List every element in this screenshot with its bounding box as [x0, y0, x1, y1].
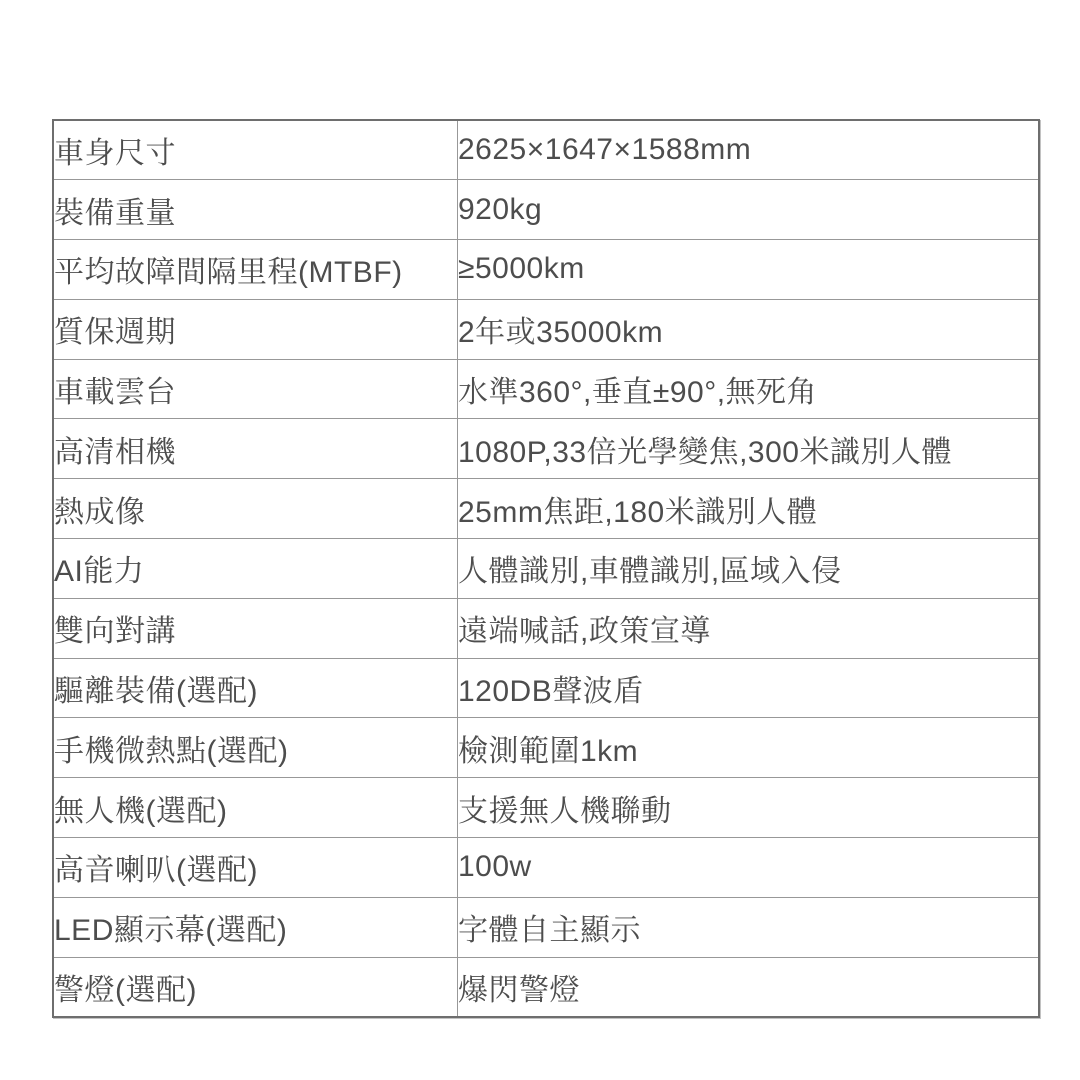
spec-value: 100w: [458, 838, 1040, 898]
table-row: [53, 598, 1039, 658]
table-row: [53, 957, 1039, 1017]
spec-value: 120DB聲波盾: [458, 658, 1040, 718]
spec-label: 警燈(選配): [53, 957, 458, 1017]
spec-value: 支援無人機聯動: [458, 778, 1040, 838]
spec-label: 高清相機: [53, 419, 458, 479]
spec-label: AI能力: [53, 539, 458, 599]
spec-label: 雙向對講: [53, 598, 458, 658]
spec-label: LED顯示幕(選配): [53, 897, 458, 957]
spec-label: 驅離裝備(選配): [53, 658, 458, 718]
spec-table: [52, 119, 1040, 1018]
spec-label: 質保週期: [53, 299, 458, 359]
spec-value: 字體自主顯示: [458, 897, 1040, 957]
spec-table-body: [53, 120, 1039, 1017]
spec-label: 熱成像: [53, 479, 458, 539]
table-row: [53, 897, 1039, 957]
table-row: [53, 658, 1039, 718]
table-row: [53, 718, 1039, 778]
table-row: [53, 419, 1039, 479]
spec-value: 水準360°,垂直±90°,無死角: [458, 359, 1040, 419]
spec-value: 920kg: [458, 180, 1040, 240]
spec-value: 檢測範圍1km: [458, 718, 1040, 778]
spec-value: 人體識別,車體識別,區域入侵: [458, 539, 1040, 599]
table-row: [53, 359, 1039, 419]
spec-value: 爆閃警燈: [458, 957, 1040, 1017]
spec-label: 高音喇叭(選配): [53, 838, 458, 898]
table-row: [53, 539, 1039, 599]
table-row: [53, 838, 1039, 898]
spec-value: 2625×1647×1588mm: [458, 120, 1040, 180]
spec-label: 車身尺寸: [53, 120, 458, 180]
spec-value: 遠端喊話,政策宣導: [458, 598, 1040, 658]
table-row: [53, 479, 1039, 539]
spec-value: 2年或35000km: [458, 299, 1040, 359]
spec-label: 平均故障間隔里程(MTBF): [53, 240, 458, 300]
spec-label: 車載雲台: [53, 359, 458, 419]
spec-value: 25mm焦距,180米識別人體: [458, 479, 1040, 539]
spec-value: 1080P,33倍光學變焦,300米識別人體: [458, 419, 1040, 479]
table-row: [53, 120, 1039, 180]
spec-value: ≥5000km: [458, 240, 1040, 300]
spec-label: 裝備重量: [53, 180, 458, 240]
spec-label: 無人機(選配): [53, 778, 458, 838]
spec-label: 手機微熱點(選配): [53, 718, 458, 778]
table-row: [53, 778, 1039, 838]
table-row: [53, 240, 1039, 300]
table-row: [53, 180, 1039, 240]
table-row: [53, 299, 1039, 359]
